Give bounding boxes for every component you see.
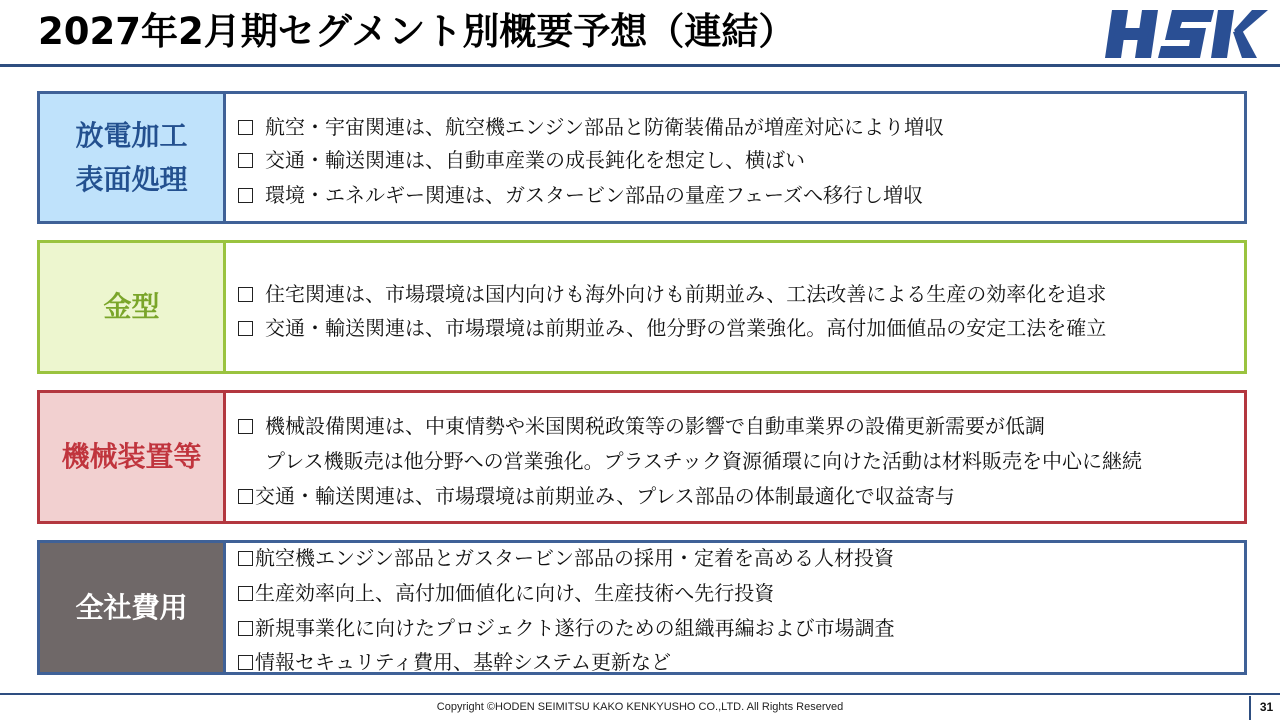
segment-corporate-expenses: [37, 540, 1247, 675]
list-item: 住宅関連は、市場環境は国内向けも海外向けも前期並み、工法改善による生産の効率化を追求: [238, 281, 1106, 307]
checkbox-square-icon: [238, 489, 253, 504]
checkbox-square-icon: [238, 120, 253, 135]
segment-label: [40, 543, 226, 672]
segment-label: [40, 94, 226, 221]
segment-label-line: 金型: [103, 290, 160, 323]
list-item: 生産効率向上、高付加価値化に向け、生産技術へ先行投資: [238, 580, 774, 606]
segment-content: [226, 94, 1244, 221]
list-item-continuation: プレス機販売は他分野への営業強化。プラスチック資源循環に向けた活動は材料販売を中心に継続: [265, 449, 1142, 473]
header-divider: [0, 64, 1280, 67]
segment-label: [40, 393, 226, 521]
checkbox-square-icon: [238, 551, 253, 566]
checkbox-square-icon: [238, 153, 253, 168]
segment-label-line: 放電加工: [75, 118, 188, 152]
page-number-divider: [1249, 696, 1251, 720]
checkbox-square-icon: [238, 655, 253, 670]
segment-label-line: 機械装置等: [61, 440, 202, 473]
checkbox-square-icon: [238, 188, 253, 203]
segment-label-line: 全社費用: [75, 590, 188, 624]
page-number: 31: [1259, 700, 1274, 714]
footer-divider: [0, 693, 1280, 695]
list-item: 交通・輸送関連は、市場環境は前期並み、他分野の営業強化。高付加価値品の安定工法を確立: [238, 315, 1106, 341]
page-title: 2027年2月期セグメント別概要予想（連結）: [38, 10, 796, 53]
segment-content: [226, 393, 1244, 521]
segment-label-line: 表面処理: [75, 162, 188, 196]
segment-edm-surface-treatment: [37, 91, 1247, 224]
company-logo: [1092, 8, 1268, 60]
list-item: 交通・輸送関連は、市場環境は前期並み、プレス部品の体制最適化で収益寄与: [238, 483, 955, 509]
list-item: 環境・エネルギー関連は、ガスタービン部品の量産フェーズへ移行し増収: [238, 182, 923, 208]
checkbox-square-icon: [238, 287, 253, 302]
list-item: 情報セキュリティ費用、基幹システム更新など: [238, 649, 671, 675]
list-item: 航空・宇宙関連は、航空機エンジン部品と防衛装備品が増産対応により増収: [238, 114, 944, 140]
segment-label: [40, 243, 226, 371]
list-item: 新規事業化に向けたプロジェクト遂行のための組織再編および市場調査: [238, 615, 895, 641]
list-item: 交通・輸送関連は、自動車産業の成長鈍化を想定し、横ばい: [238, 147, 805, 173]
copyright-text: Copyright ©HODEN SEIMITSU KAKO KENKYUSHO CO.,LTD. All Rights Reserved: [436, 701, 844, 713]
segment-machinery: [37, 390, 1247, 524]
checkbox-square-icon: [238, 321, 253, 336]
list-item: 機械設備関連は、中東情勢や米国関税政策等の影響で自動車業界の設備更新需要が低調: [238, 413, 1045, 439]
list-item: 航空機エンジン部品とガスタービン部品の採用・定着を高める人材投資: [238, 545, 894, 571]
segment-molds: [37, 240, 1247, 374]
checkbox-square-icon: [238, 621, 253, 636]
checkbox-square-icon: [238, 586, 253, 601]
segment-content: [226, 243, 1244, 371]
segment-content: [226, 543, 1244, 672]
checkbox-square-icon: [238, 419, 253, 434]
